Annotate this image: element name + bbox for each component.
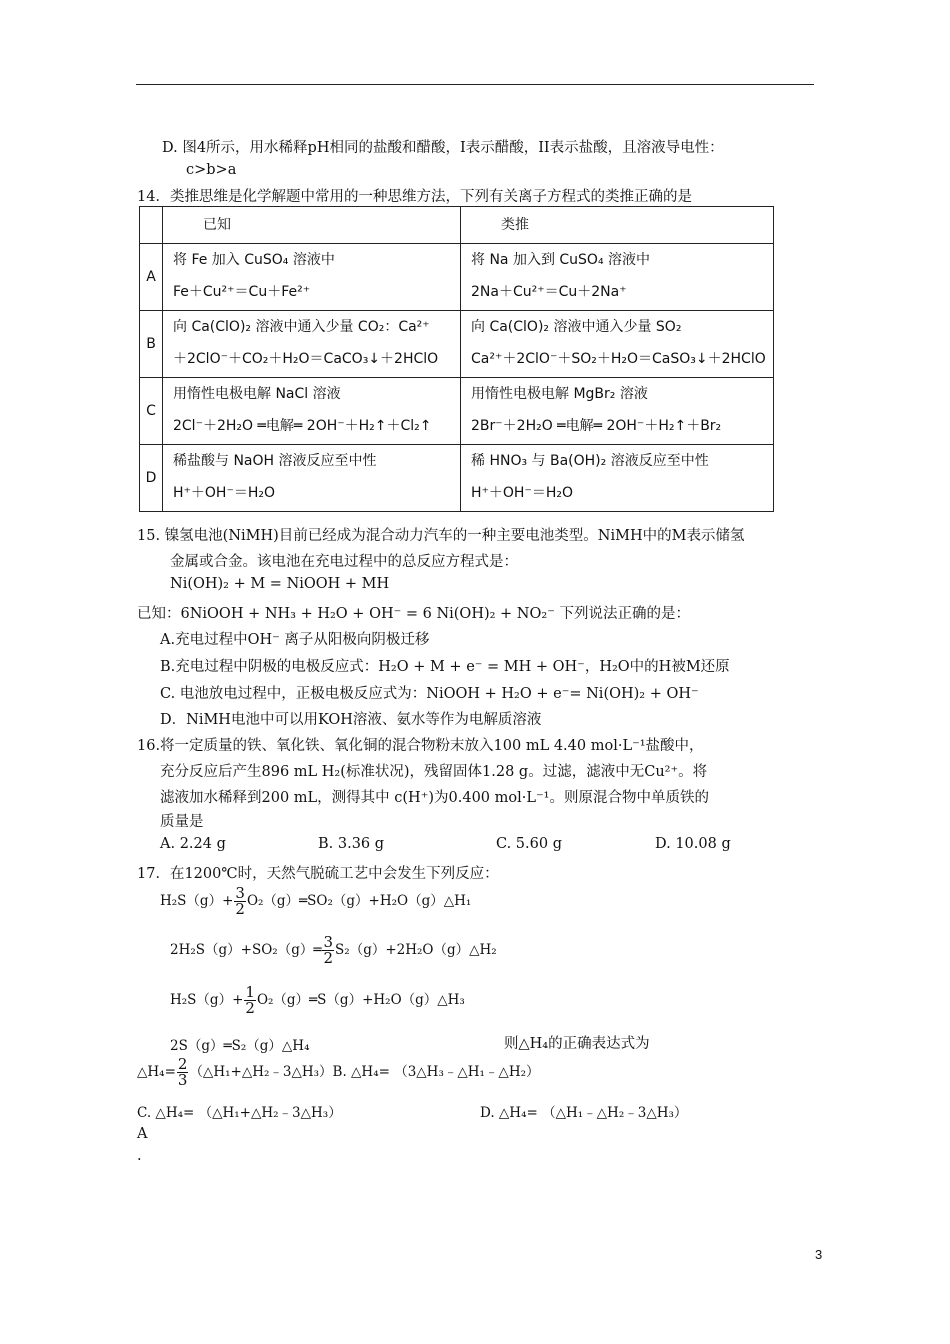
q15-stem-line2: 金属或合金。该电池在充电过程中的总反应方程式是： (170, 554, 518, 570)
q15-option-c: C. 电池放电过程中，正极电极反应式为：NiOOH + H₂O + e⁻= Ni(OH)₂ + OH⁻ (160, 686, 699, 702)
q17-reaction-1: H₂S（g）+ $\frac{3}{2}$ O₂（g）═SO₂（g）+H₂O（g）△H₁ (160, 884, 472, 918)
table-row (140, 378, 774, 445)
known-line: Fe＋Cu²⁺＝Cu＋Fe²⁺ (173, 284, 311, 300)
row-label: B (140, 311, 163, 378)
known-line: 2Cl⁻＋2H₂O ═电解═ 2OH⁻＋H₂↑＋Cl₂↑ (173, 418, 432, 434)
q15-known: 已知：6NiOOH + NH₃ + H₂O + OH⁻ = 6 Ni(OH)₂ + NO₂⁻ 下列说法正确的是： (137, 606, 690, 622)
known-line: H⁺＋OH⁻＝H₂O (173, 485, 276, 501)
q16-stem-line4: 质量是 (160, 814, 204, 830)
q16-option-b: B. 3.36 g (318, 836, 385, 852)
known-line: 将 Fe 加入 CuSO₄ 溶液中 (173, 252, 335, 268)
header-known: 已知 (203, 217, 231, 233)
q13-option-d-line2: c>b>a (186, 162, 237, 178)
table-row (140, 311, 774, 378)
q17-reaction-4: 2S（g）═S₂（g）△H₄ (170, 1038, 310, 1054)
fraction: $\frac{3}{2}$ (323, 933, 334, 967)
analogy-table (139, 206, 774, 512)
trailing-dot: · (137, 1152, 142, 1168)
analogy-line: 稀 HNO₃ 与 Ba(OH)₂ 溶液反应至中性 (471, 453, 709, 469)
analogy-line: H⁺＋OH⁻＝H₂O (471, 485, 574, 501)
known-line: ＋2ClO⁻＋CO₂＋H₂O＝CaCO₃↓＋2HClO (173, 351, 439, 367)
header-rule (136, 84, 814, 85)
known-line: 稀盐酸与 NaOH 溶液反应至中性 (173, 453, 377, 469)
analogy-line: 用惰性电极电解 MgBr₂ 溶液 (471, 386, 648, 402)
known-line: 向 Ca(ClO)₂ 溶液中通入少量 CO₂：Ca²⁺ (173, 319, 430, 335)
q17-options-ab: △H₄= $\frac{2}{3}$ （△H₁+△H₂﹣3△H₃）B. △H₄= （3△H₃﹣△H₁﹣△H₂） (137, 1055, 540, 1089)
q17-reaction-2: 2H₂S（g）+SO₂（g）═ $\frac{3}{2}$ S₂（g）+2H₂O（g）△H₂ (170, 933, 497, 967)
analogy-line: 将 Na 加入到 CuSO₄ 溶液中 (471, 252, 651, 268)
q17-option-d: D. △H₄= （△H₁﹣△H₂﹣3△H₃） (480, 1105, 688, 1121)
fraction: $\frac{2}{3}$ (177, 1055, 188, 1089)
answer: A (137, 1126, 148, 1142)
q15-option-a: A.充电过程中OH⁻ 离子从阳极向阴极迁移 (160, 632, 430, 648)
q15-option-d: D．NiMH电池中可以用KOH溶液、氨水等作为电解质溶液 (160, 712, 542, 728)
known-line: 用惰性电极电解 NaCl 溶液 (173, 386, 341, 402)
analogy-line: 向 Ca(ClO)₂ 溶液中通入少量 SO₂ (471, 319, 682, 335)
analogy-line: 2Br⁻＋2H₂O ═电解═ 2OH⁻＋H₂↑＋Br₂ (471, 418, 722, 434)
header-analogy: 类推 (501, 217, 529, 233)
table-row (140, 445, 774, 512)
analogy-line: Ca²⁺＋2ClO⁻＋SO₂＋H₂O＝CaSO₃↓＋2HClO (471, 351, 766, 367)
table-row (140, 244, 774, 311)
q17-stem: 17．在1200℃时，天然气脱硫工艺中会发生下列反应： (137, 866, 499, 882)
q16-option-c: C. 5.60 g (496, 836, 562, 852)
q15-option-b: B.充电过程中阴极的电极反应式：H₂O + M + e⁻ = MH + OH⁻，H₂O中的H被M还原 (160, 659, 730, 675)
q15-stem-line1: 15. 镍氢电池(NiMH)目前已经成为混合动力汽车的一种主要电池类型。NiMH中的M表示储氢 (137, 528, 745, 544)
row-label: A (140, 244, 163, 311)
q14-stem: 14．类推思维是化学解题中常用的一种思维方法，下列有关离子方程式的类推正确的是 (137, 189, 692, 205)
row-label: C (140, 378, 163, 445)
page-number: 3 (815, 1247, 823, 1262)
fraction: $\frac{3}{2}$ (235, 884, 245, 918)
q16-stem-line3: 滤液加水稀释到200 mL，测得其中 c(H⁺)为0.400 mol·L⁻¹。则原混合物中单质铁的 (160, 790, 709, 806)
analogy-line: 2Na＋Cu²⁺＝Cu＋2Na⁺ (471, 284, 627, 300)
q15-equation: Ni(OH)₂ + M = NiOOH + MH (170, 576, 390, 592)
q16-option-d: D. 10.08 g (655, 836, 731, 852)
fraction: $\frac{1}{2}$ (245, 983, 255, 1017)
table-header-row (140, 207, 774, 244)
q17-reaction-3: H₂S（g）+ $\frac{1}{2}$ O₂（g）═S（g）+H₂O（g）△H₃ (170, 983, 465, 1017)
q16-stem-line2: 充分反应后产生896 mL H₂(标准状况)，残留固体1.28 g。过滤，滤液中无Cu²⁺。将 (160, 764, 708, 780)
q17-question: 则△H₄的正确表达式为 (504, 1036, 650, 1052)
q16-stem-line1: 16.将一定质量的铁、氧化铁、氧化铜的混合物粉末放入100 mL 4.40 mol·L⁻¹盐酸中， (137, 738, 704, 754)
q13-option-d-line1: D. 图4所示，用水稀释pH相同的盐酸和醋酸，I表示醋酸，II表示盐酸，且溶液导电性： (162, 140, 724, 156)
q17-option-c: C. △H₄= （△H₁+△H₂﹣3△H₃） (137, 1105, 342, 1121)
q16-option-a: A. 2.24 g (160, 836, 226, 852)
row-label: D (140, 445, 163, 512)
